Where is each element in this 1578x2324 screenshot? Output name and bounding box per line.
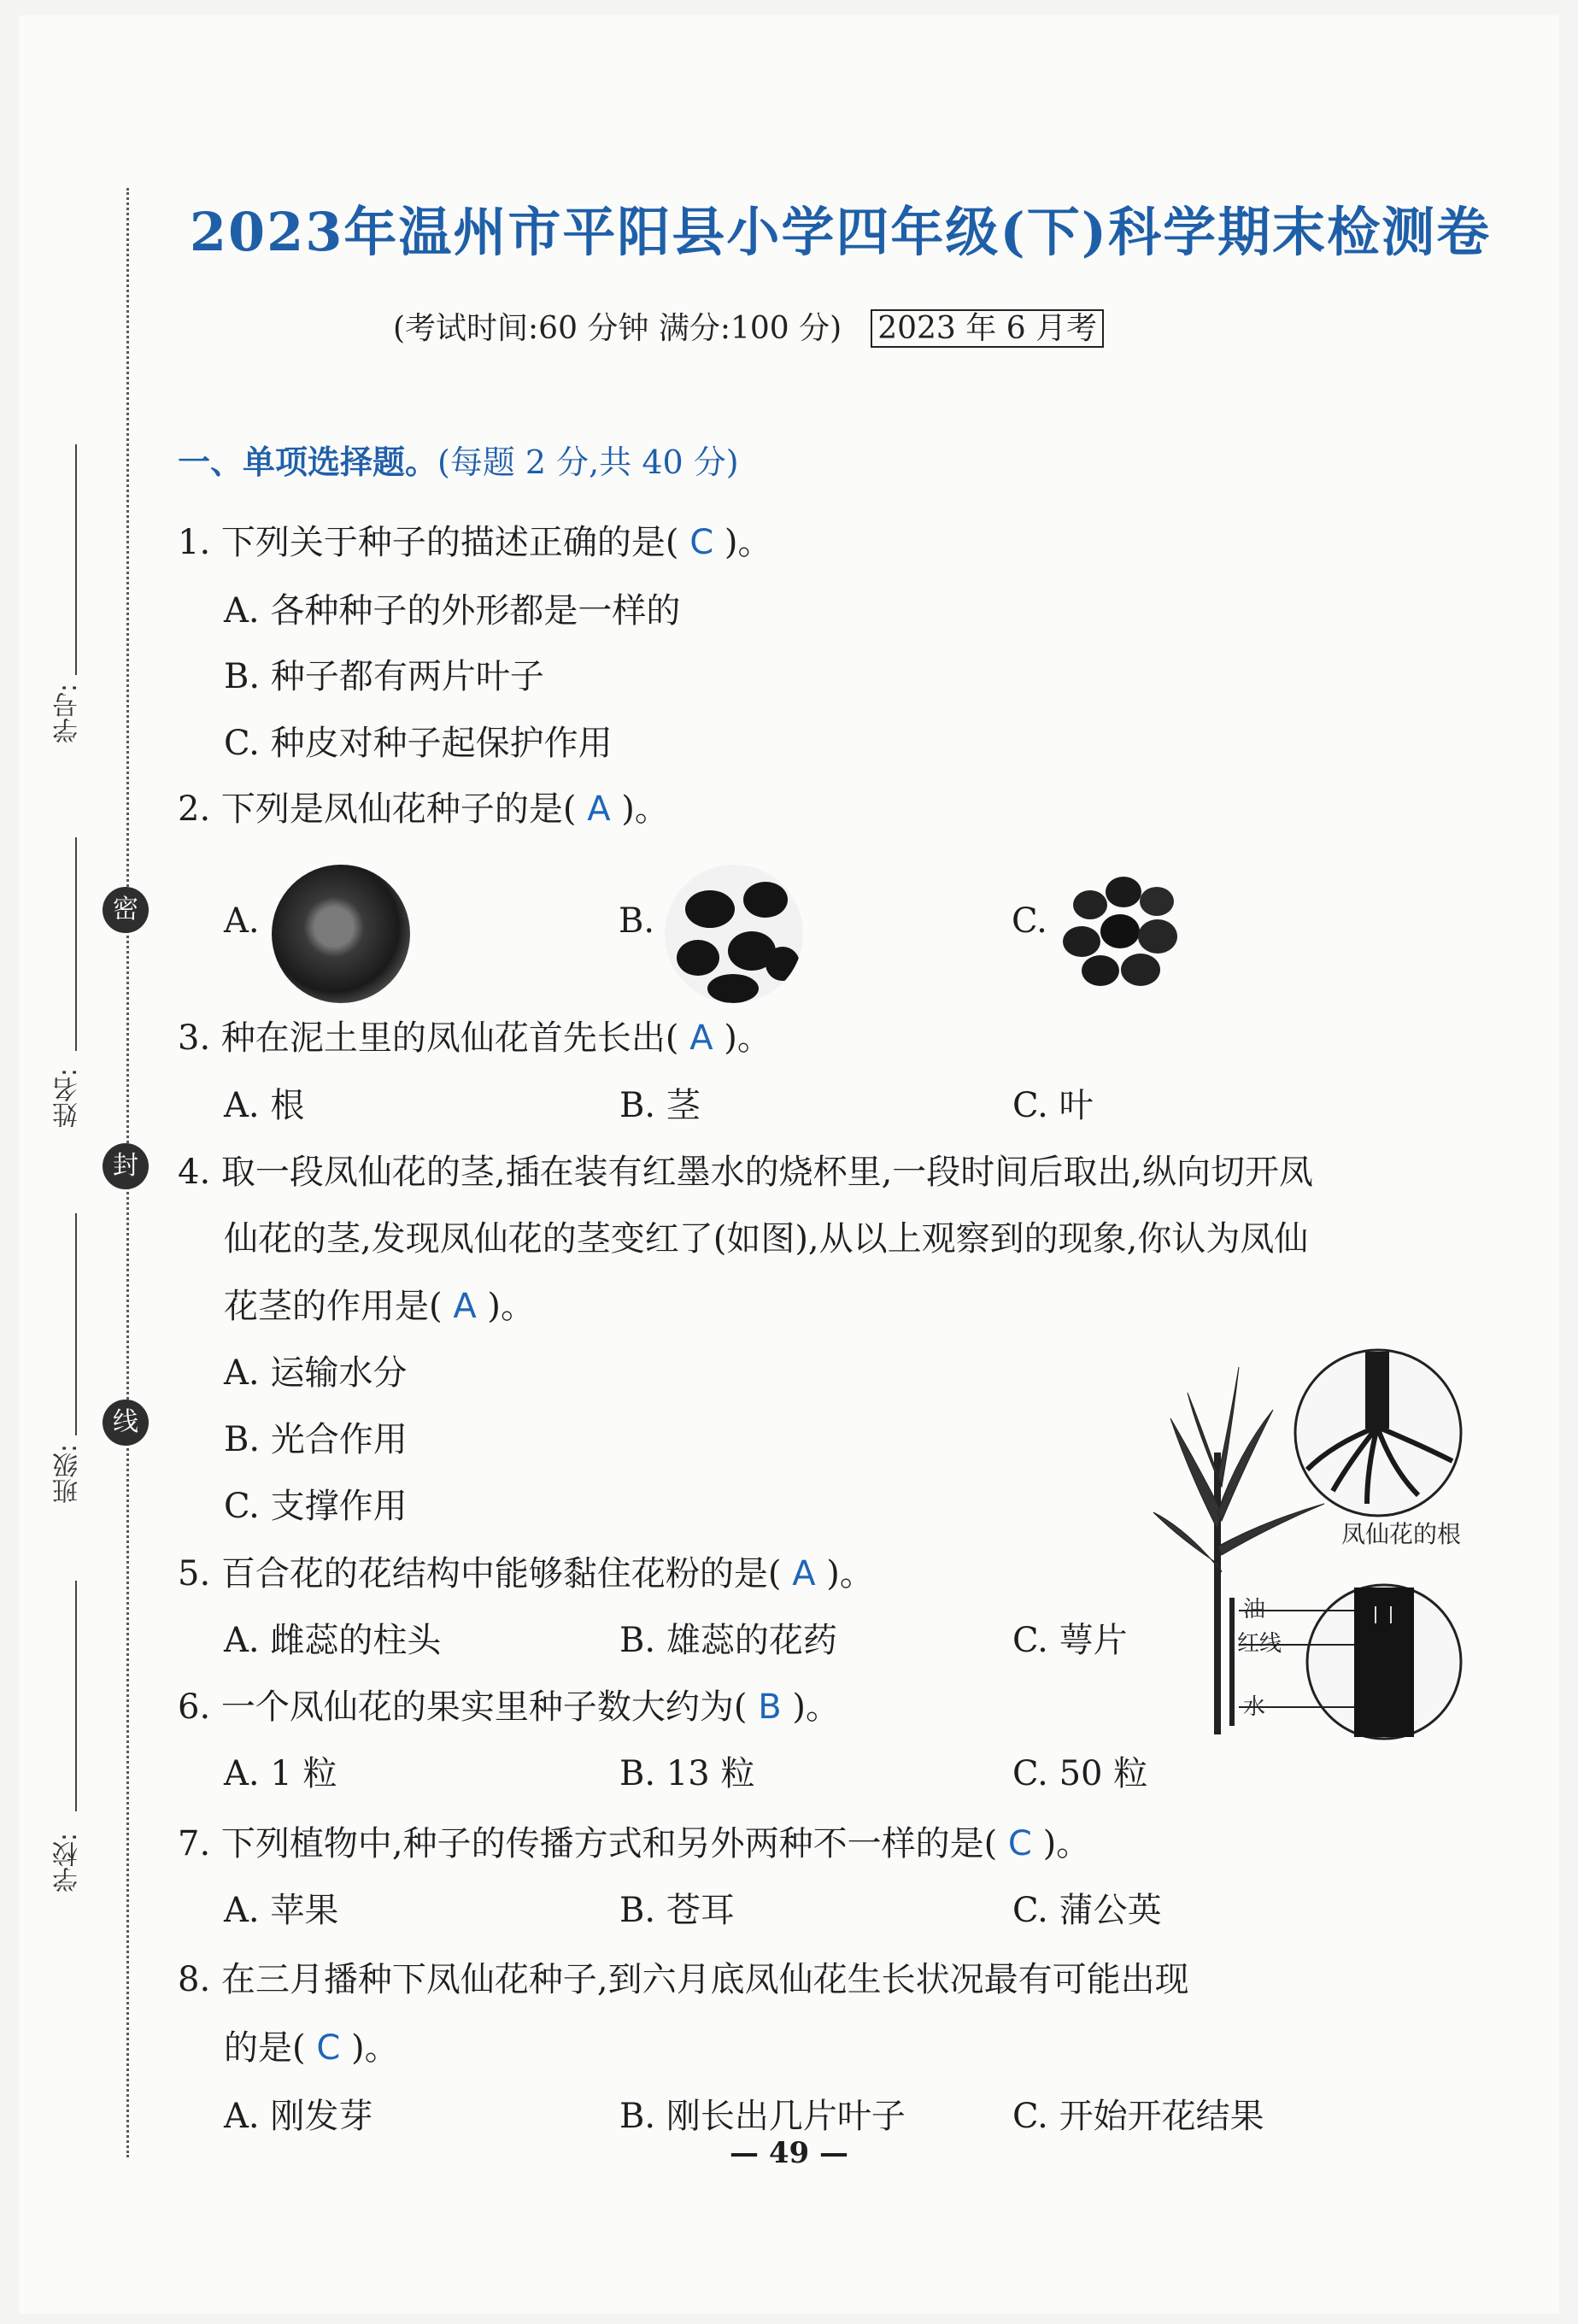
question-4-line-1: 4. 取一段凤仙花的茎,插在装有红墨水的烧杯里,一段时间后取出,纵向切开凤 (178, 1153, 1314, 1192)
question-1 (178, 515, 771, 564)
option: B. 13 粒 (619, 1754, 755, 1793)
label-oil: 油 (1243, 1597, 1266, 1623)
question-stem: 的是( (224, 2028, 306, 2068)
question-stem: 5. 百合花的花结构中能够黏住花粉的是( (178, 1554, 782, 1593)
question-4-line-2: 仙花的茎,发现凤仙花的茎变红了(如图),从以上观察到的现象,你认为凤仙 (224, 1219, 1309, 1259)
page-number: — 49 — (730, 2136, 848, 2170)
option: B. 种子都有两片叶子 (224, 657, 544, 696)
stem-section-magnifier (1232, 1585, 1461, 1739)
seal-feng: 封 (103, 1143, 149, 1189)
name-line (75, 837, 77, 1051)
school-label: 学校: (53, 1833, 83, 1893)
option: B. 茎 (619, 1086, 701, 1125)
question-tail: )。 (724, 1018, 771, 1058)
question-tail: )。 (621, 789, 669, 829)
question-tail: )。 (487, 1287, 536, 1326)
question-7 (178, 1816, 1090, 1865)
class-label: 班级: (53, 1444, 83, 1505)
stem-experiment-figure (1136, 1341, 1478, 1769)
question-tail: )。 (826, 1554, 874, 1593)
option: B. 苍耳 (619, 1891, 735, 1930)
question-stem: 7. 下列植物中,种子的传播方式和另外两种不一样的是( (178, 1824, 998, 1863)
answer: C (689, 523, 714, 562)
question-5 (178, 1546, 874, 1595)
option: A. (224, 901, 260, 941)
option: C. 萼片 (1012, 1621, 1128, 1660)
option: B. 光合作用 (224, 1420, 408, 1459)
seed-photo-c (1056, 865, 1194, 1003)
page-title: 2023年温州市平阳县小学四年级(下)科学期末检测卷 (189, 201, 1492, 263)
question-tail: )。 (350, 2028, 399, 2068)
answer: A (453, 1287, 477, 1326)
question-stem: 3. 种在泥土里的凤仙花首先长出( (178, 1018, 679, 1058)
section-heading (178, 436, 739, 483)
root-magnifier (1295, 1350, 1461, 1516)
answer: B (758, 1687, 782, 1727)
option: A. 苹果 (224, 1891, 339, 1930)
question-stem: 6. 一个凤仙花的果实里种子数大约为( (178, 1687, 748, 1727)
option: C. 叶 (1012, 1086, 1094, 1125)
option: B. 刚长出几片叶子 (619, 2097, 906, 2136)
option: B. 雄蕊的花药 (619, 1621, 837, 1660)
option: A. 运输水分 (224, 1353, 408, 1393)
question-4-line-3 (224, 1279, 535, 1328)
option: C. 种皮对种子起保护作用 (224, 724, 613, 763)
student-id-label: 学号: (53, 684, 83, 744)
answer: C (316, 2028, 341, 2068)
option: A. 根 (224, 1086, 305, 1125)
option: C. (1012, 901, 1047, 941)
option: A. 各种种子的外形都是一样的 (224, 591, 681, 631)
question-8-line-2 (224, 2021, 399, 2069)
answer: C (1007, 1824, 1032, 1863)
option: C. 开始开花结果 (1012, 2097, 1264, 2136)
label-red-line: 红线 (1237, 1631, 1282, 1657)
exam-info: (考试时间:60 分钟 满分:100 分) (393, 311, 842, 346)
school-line (75, 1581, 77, 1811)
question-6 (178, 1680, 840, 1728)
seal-mi: 密 (103, 887, 149, 933)
option: C. 支撑作用 (224, 1487, 408, 1526)
answer: A (587, 789, 611, 829)
section-note: (每题 2 分,共 40 分) (437, 443, 739, 481)
question-3 (178, 1011, 771, 1059)
question-stem: 花茎的作用是( (224, 1287, 443, 1326)
seed-photo-a (272, 865, 410, 1003)
answer: A (689, 1018, 713, 1058)
option: C. 蒲公英 (1012, 1891, 1162, 1930)
option: C. 50 粒 (1012, 1754, 1148, 1793)
option: A. 刚发芽 (224, 2097, 373, 2136)
option: B. (619, 901, 655, 941)
question-stem: 1. 下列关于种子的描述正确的是( (178, 523, 679, 562)
section-title: 一、单项选择题。 (178, 443, 438, 481)
class-line (75, 1213, 77, 1435)
option: A. 1 粒 (224, 1754, 337, 1793)
label-water: 水 (1243, 1694, 1266, 1720)
question-2 (178, 782, 669, 830)
answer: A (792, 1554, 816, 1593)
question-8-line-1: 8. 在三月播种下凤仙花种子,到六月底凤仙花生长状况最有可能出现 (178, 1960, 1189, 1999)
option: A. 雌蕊的柱头 (224, 1621, 442, 1660)
root-caption: 凤仙花的根 (1341, 1520, 1462, 1548)
question-stem: 2. 下列是凤仙花种子的是( (178, 789, 577, 829)
question-tail: )。 (1042, 1824, 1091, 1863)
name-label: 姓名: (53, 1068, 83, 1129)
question-tail: )。 (724, 523, 772, 562)
seed-photo-b (665, 865, 803, 1003)
question-tail: )。 (792, 1687, 840, 1727)
exam-date-box: 2023 年 6 月考 (871, 309, 1104, 348)
seal-xian: 线 (103, 1400, 149, 1446)
exam-info-line (393, 304, 1104, 348)
student-id-line (75, 444, 77, 675)
